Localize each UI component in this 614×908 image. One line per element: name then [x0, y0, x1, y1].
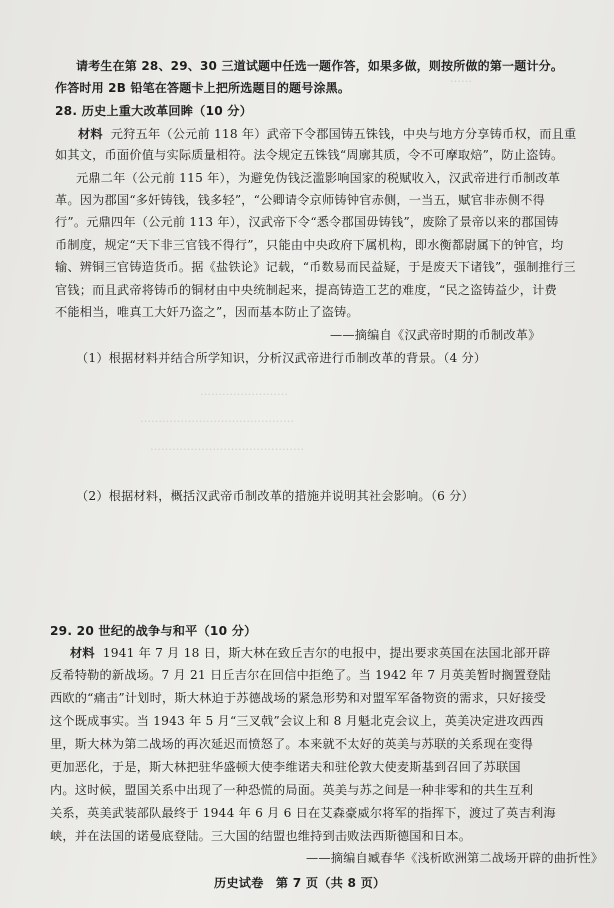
- q28-para2-line2: 革。因为郡国“多奸铸钱，钱多轻”，“公卿请令京师铸钟官赤侧，一当五，赋官非赤侧不得: [55, 193, 546, 207]
- q28-para2-line3: 行”。元鼎四年（公元前 113 年），汉武帝下令“悉令郡国毋铸钱”，废除了景帝以来的郡国铸: [55, 215, 559, 229]
- bleed-through-text: ……: [450, 72, 472, 85]
- q29-line-8: 关系，英美武装部队最终于 1944 年 6 月 6 日在艾森豪威尔将军的指挥下，渡过了英吉利海: [50, 806, 556, 820]
- q29-source: ——摘编自臧春华《浅析欧洲第二战场开辟的曲折性》: [306, 851, 604, 865]
- q28-para2-line6: 官钱；而且武帝将铸币的铜材由中央统制起来，提高铸造工艺的难度，“民之盗铸益少，计费: [55, 283, 557, 297]
- instruction-line-2: 作答时用 2B 铅笔在答题卡上把所选题目的题号涂黑。: [55, 81, 351, 95]
- q28-title: 28. 历史上重大改革回眸（10 分）: [55, 104, 253, 118]
- q28-source: ——摘编自《汉武帝时期的币制改革》: [330, 328, 541, 342]
- q28-para1-line2: 如其文，币面价值与实际质量相符。法令规定五铢钱“周廓其质，令不可摩取焙”，防止盗铸。: [55, 148, 564, 162]
- q29-line-5: 里，斯大林为第二战场的再次延迟而愤怒了。本来就不太好的英美与苏联的关系现在变得: [50, 737, 534, 751]
- q29-material-label: 材料: [70, 646, 95, 660]
- instruction-line-1: 请考生在第 28、29、30 三道试题中任选一题作答，如果多做，则按所做的第一题计分。: [76, 59, 564, 73]
- q28-para2-line7: 不能相当，唯真工大奸乃盗之”，因而基本防止了盗铸。: [55, 305, 359, 319]
- page-footer: 历史试卷 第 7 页（共 8 页）: [214, 876, 386, 890]
- q29-line-7: 内。这时候，盟国关系中出现了一种恐慌的局面。英美与苏之间是一种非零和的共生互利: [50, 783, 534, 797]
- q29-line-6: 更加恶化，于是，斯大林把驻华盛顿大使李维诺夫和驻伦敦大使麦斯基到召回了苏联国: [50, 760, 521, 774]
- q28-para2-line4: 币制度，规定“天下非三官钱不得行”，只能由中央政府下属机构，即水衡都尉属下的钟官，均: [55, 238, 564, 252]
- bleed-through-text: ……………………: [200, 385, 288, 398]
- q29-title: 29. 20 世纪的战争与和平（10 分）: [50, 624, 257, 638]
- q29-line-1: 材料 1941 年 7 月 18 日，斯大林在致丘吉尔的电报中，提出要求英国在法国北部开辟: [70, 646, 551, 660]
- q28-subquestion-1: （1）根据材料并结合所学知识，分析汉武帝进行币制改革的背景。（4 分）: [76, 351, 487, 365]
- q28-para2-line5: 输、辨铜三官铸造货币。据《盐铁论》记载，“币数易而民益疑，于是废天下诸钱”，强制推行三: [55, 260, 576, 274]
- q28-para2-line1: 元鼎二年（公元前 115 年），为避免伪钱泛滥影响国家的税赋收入，汉武帝进行币制改革: [76, 171, 561, 185]
- bleed-through-text: ……………………………………: [140, 412, 294, 425]
- q29-line-9: 峡，并在法国的诺曼底登陆。三大国的结盟也维持到击败法西斯德国和日本。: [50, 829, 472, 843]
- q28-material-label: 材料: [78, 127, 103, 141]
- q29-line-4: 这个既成事实。当 1943 年 5 月“三叉戟”会议上和 8 月魁北克会议上，英美决定进攻西西: [50, 714, 544, 728]
- bleed-through-text: ……………………………………: [150, 440, 304, 453]
- q28-para1-line1: 材料 元狩五年（公元前 118 年）武帝下令郡国铸五铢钱，中央与地方分享铸币权，而且重: [78, 127, 577, 141]
- q29-line-2: 反希特勒的新战场。7 月 21 日丘吉尔在回信中拒绝了。当 1942 年 7 月英美暂时搁置登陆: [50, 668, 551, 682]
- q28-subquestion-2: （2）根据材料，概括汉武帝币制改革的措施并说明其社会影响。（6 分）: [76, 489, 474, 503]
- q29-line-3: 西欧的“痛击”计划时，斯大林迫于苏德战场的紧急形势和对盟军军备物资的需求，只好接受: [50, 691, 546, 705]
